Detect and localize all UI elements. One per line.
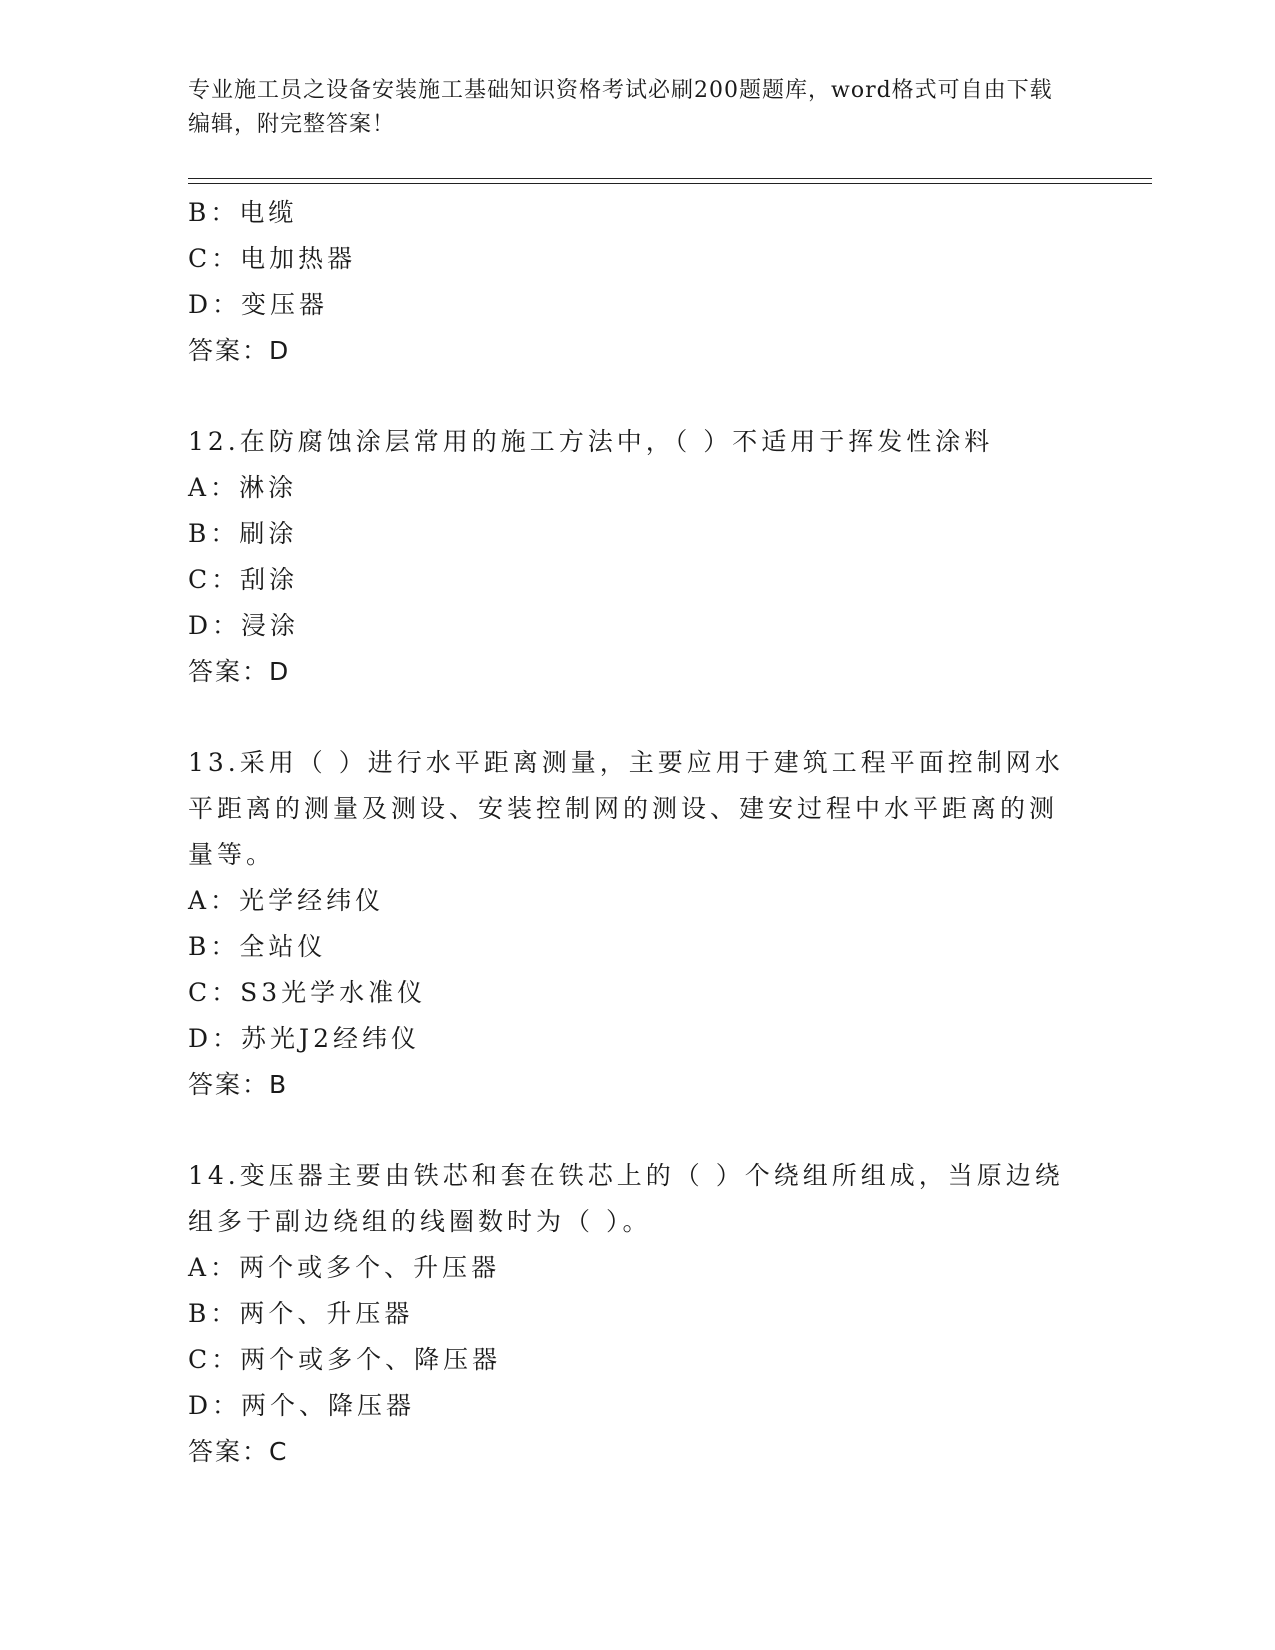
spacer [188,695,1068,740]
option-c [188,970,1068,1016]
option-label: A： [188,473,240,502]
option-text: S3光学水准仪 [240,978,427,1007]
question-11-continued [188,190,1068,374]
header-divider-top [188,178,1152,179]
option-c [188,557,1068,603]
question-stem: 14.变压器主要由铁芯和套在铁芯上的（ ）个绕组所组成，当原边绕组多于副边绕组的线圈数时为（ ）。 [188,1161,1064,1236]
option-text: 光学经纬仪 [239,886,385,915]
option-text: 刷涂 [239,519,298,548]
question-14 [188,1153,1068,1475]
option-text: 两个或多个、降压器 [240,1345,502,1374]
option-d [188,1383,1068,1429]
option-b [188,511,1068,557]
option-d [188,282,1068,328]
option-label: B： [188,1299,240,1328]
option-d [188,603,1068,649]
option-a [188,878,1068,924]
spacer [188,1108,1068,1153]
option-b [188,924,1068,970]
option-b [188,190,1068,236]
option-label: B： [188,519,240,548]
option-text: 刮涂 [240,565,299,594]
option-label: D： [188,290,242,319]
option-text: 电缆 [239,198,298,227]
option-label: A： [188,1253,240,1282]
option-text: 两个、降压器 [241,1391,416,1420]
question-content [188,190,1068,1475]
option-c [188,1337,1068,1383]
option-b [188,1291,1068,1337]
option-label: B： [188,932,240,961]
option-label: B： [188,198,240,227]
question-12 [188,419,1068,695]
option-label: D： [188,611,242,640]
option-label: C： [188,1345,241,1374]
option-label: D： [188,1024,242,1053]
option-d [188,1016,1068,1062]
question-stem: 13.采用（ ）进行水平距离测量，主要应用于建筑工程平面控制网水平距离的测量及测设、安装控制网的测设、建安过程中水平距离的测量等。 [188,748,1064,869]
option-text: 两个或多个、升压器 [239,1253,501,1282]
option-c [188,236,1068,282]
answer-line: 答案：D [188,657,291,686]
option-label: C： [188,978,241,1007]
option-label: C： [188,565,241,594]
option-text: 浸涂 [241,611,300,640]
option-label: D： [188,1391,242,1420]
option-a [188,465,1068,511]
option-text: 两个、升压器 [239,1299,414,1328]
spacer [188,374,1068,419]
option-text: 电加热器 [240,244,357,273]
answer-line: 答案：C [188,1437,289,1466]
header-divider-bottom [188,183,1152,184]
answer-line: 答案：D [188,336,291,365]
option-text: 全站仪 [239,932,327,961]
option-a [188,1245,1068,1291]
option-text: 淋涂 [239,473,298,502]
question-stem: 12.在防腐蚀涂层常用的施工方法中，（ ）不适用于挥发性涂料 [188,427,994,456]
option-label: C： [188,244,241,273]
option-text: 苏光J2经纬仪 [241,1024,420,1053]
option-text: 变压器 [241,290,329,319]
option-label: A： [188,886,240,915]
answer-line: 答案：B [188,1070,289,1099]
question-13 [188,740,1068,1108]
document-header: 专业施工员之设备安装施工基础知识资格考试必刷200题题库，word格式可自由下载编辑，附完整答案！ [188,78,1053,137]
